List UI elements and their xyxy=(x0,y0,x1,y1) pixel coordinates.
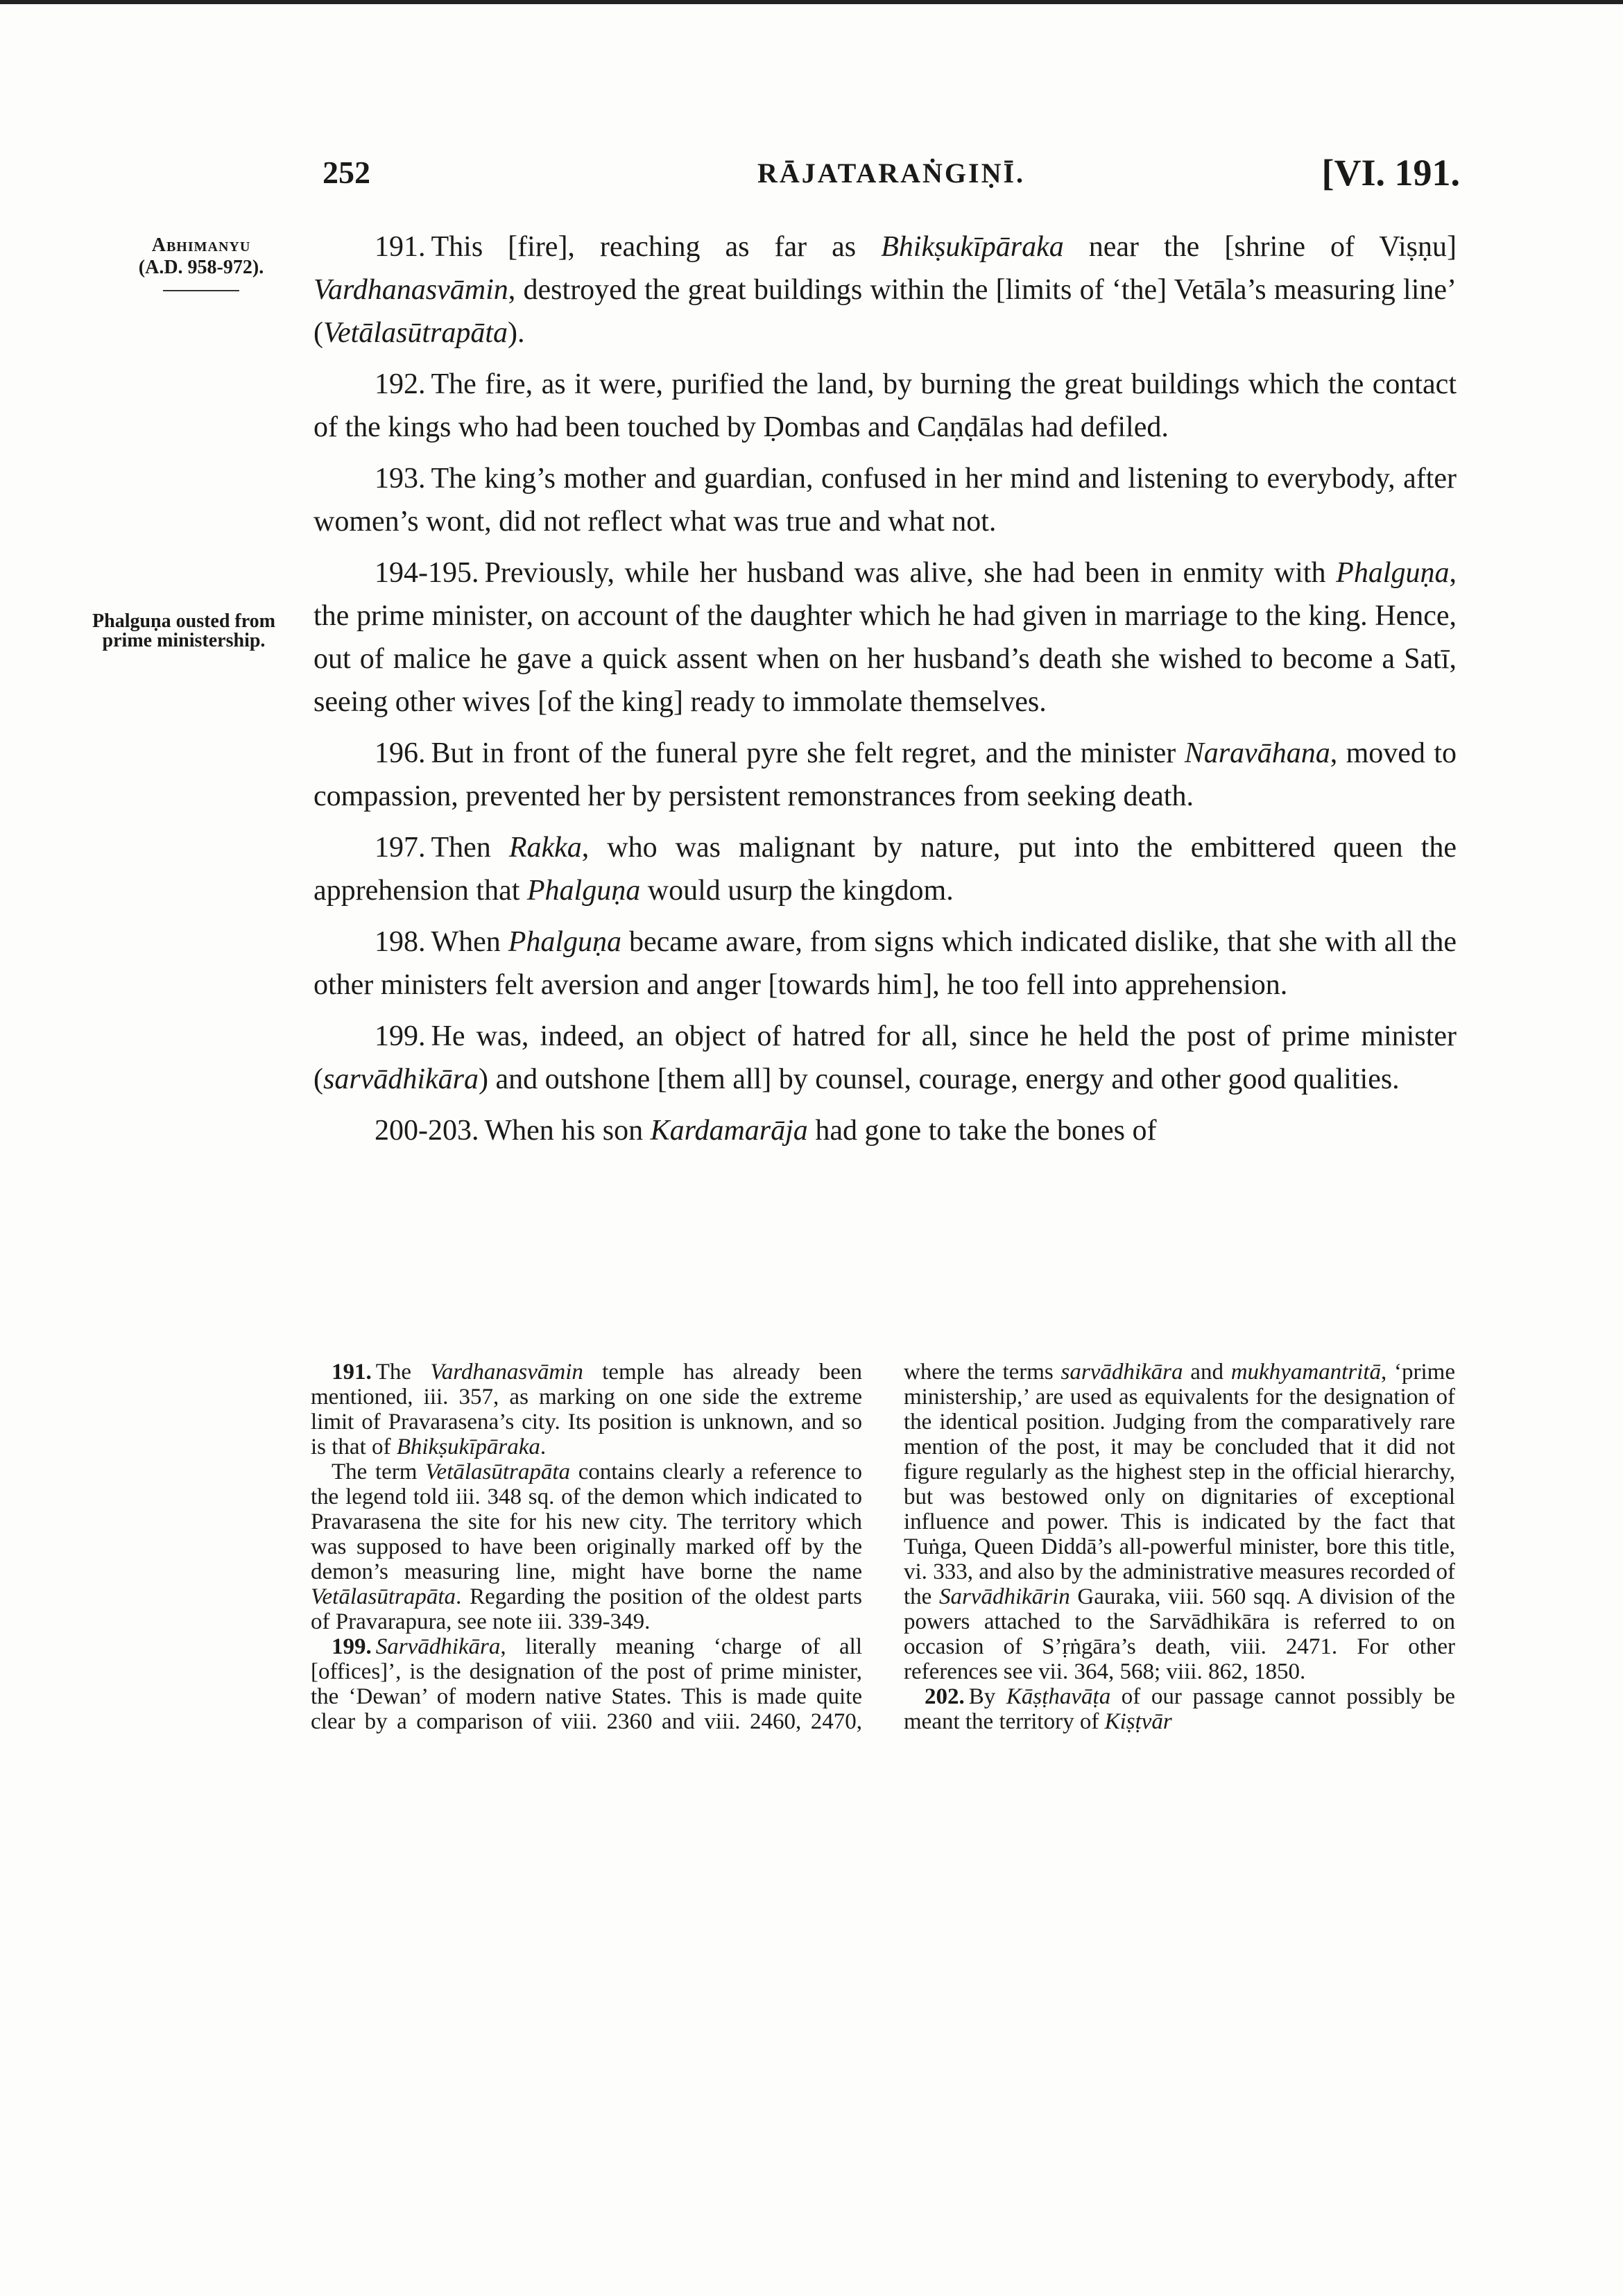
page-number: 252 xyxy=(323,155,370,190)
verse-193: 193. The king’s mother and guardian, confused in her mind and listening to everybody, after women’s wont, did not reflect what was true and what not. xyxy=(314,463,1457,538)
section-reference: [VI. 191. xyxy=(1321,152,1460,194)
reign-name: Abhimanyu xyxy=(151,234,251,256)
main-text xyxy=(314,225,1457,1160)
footnotes xyxy=(311,1360,1455,1734)
margin-note-phalguna: Phalguṇa ousted from prime ministership. xyxy=(92,610,275,651)
verse-197: 197. Then Rakka, who was malignant by nature, put into the embittered queen the apprehension that Phalguṇa would usurp the kingdom. xyxy=(314,832,1457,907)
footnote-191: 191. The Vardhanasvāmin temple has already been mentioned, iii. 357, as marking on one side the extreme limit of Pravarasena’s city. Its position is unknown, and so is that of Bhikṣukīpāraka. xyxy=(311,1360,862,1459)
page-header xyxy=(323,154,1460,203)
margin-note-reign xyxy=(90,234,312,291)
verse-198: 198. When Phalguṇa became aware, from signs which indicated dislike, that she with all the other ministers felt aversion and anger [towards him], he too fell into apprehension. xyxy=(314,926,1457,1001)
reign-dates: (A.D. 958-972). xyxy=(138,257,264,278)
footnote-199: 199. Sarvādhikāra, literally meaning ‘charge of all [offices]’, is the designation of the post of prime minister, the ‘Dewan’ of modern native States. This is made quite clear by a comparison of viii. 2360 and viii. 2460, 2470, where the terms sarvādhikāra and mukhyamantritā, ‘prime ministership,’ are used as equivalents for the designation of the identical position. Judging from the comparatively rare mention of the post, it may be concluded that it did not figure regularly as the highest step in the official hierarchy, but was bestowed only on dignitaries of exceptional influence and power. This is indicated by the fact that Tuṅga, Queen Diddā’s all-powerful minister, bore this title, vi. 333, and also by the administrative measures recorded of the Sarvādhikārin Gauraka, viii. 560 sqq. A division of the powers attached to the Sarvādhikāra is referred to on occasion of S’ṛṅgāra’s death, viii. 2471. For other references see vii. 364, 568; viii. 862, 1850. xyxy=(311,1360,1455,1734)
footnote-191-continued: The term Vetālasūtrapāta contains clearly a reference to the legend told iii. 348 sq. of the demon which indicated to Pravarasena the site for his new city. The territory which was supposed to have been originally marked off by the demon’s measuring line, might have borne the name Vetālasūtrapāta. Regarding the position of the oldest parts of Pravarapura, see note iii. 339-349. xyxy=(311,1459,862,1634)
verse-192: 192. The fire, as it were, purified the land, by burning the great buildings which the contact of the kings who had been touched by Ḍombas and Caṇḍālas had defiled. xyxy=(314,368,1457,443)
verse-196: 196. But in front of the funeral pyre she felt regret, and the minister Naravāhana, moved to compassion, prevented her by persistent remonstrances from seeking death. xyxy=(314,737,1457,812)
running-title: RĀJATARAṄGIṆĪ. xyxy=(757,157,1026,189)
verse-200-203: 200-203. When his son Kardamarāja had gone to take the bones of xyxy=(375,1115,1157,1147)
verse-199: 199. He was, indeed, an object of hatred for all, since he held the post of prime minister (sarvādhikāra) and outshone [them all] by counsel, courage, energy and other good qualities. xyxy=(314,1020,1457,1095)
verse-194-195: 194-195. Previously, while her husband was alive, she had been in enmity with Phalguṇa, the prime minister, on account of the daughter which he had given in marriage to the king. Hence, out of malice he gave a quick assent when on her husband’s death she wished to become a Satī, seeing other wives [of the king] ready to immolate themselves. xyxy=(314,557,1457,718)
verse-191: 191. This [fire], reaching as far as Bhikṣukīpāraka near the [shrine of Viṣṇu] Vardhanasvāmin, destroyed the great buildings within the [limits of ‘the] Vetāla’s measuring line’ (Vetālasūtrapāta). xyxy=(314,231,1457,349)
margin-rule xyxy=(163,290,239,291)
top-border xyxy=(0,0,1623,4)
footnote-202: 202. By Kāṣṭhavāṭa of our passage cannot possibly be meant the territory of Kiṣṭvār xyxy=(904,1684,1455,1734)
